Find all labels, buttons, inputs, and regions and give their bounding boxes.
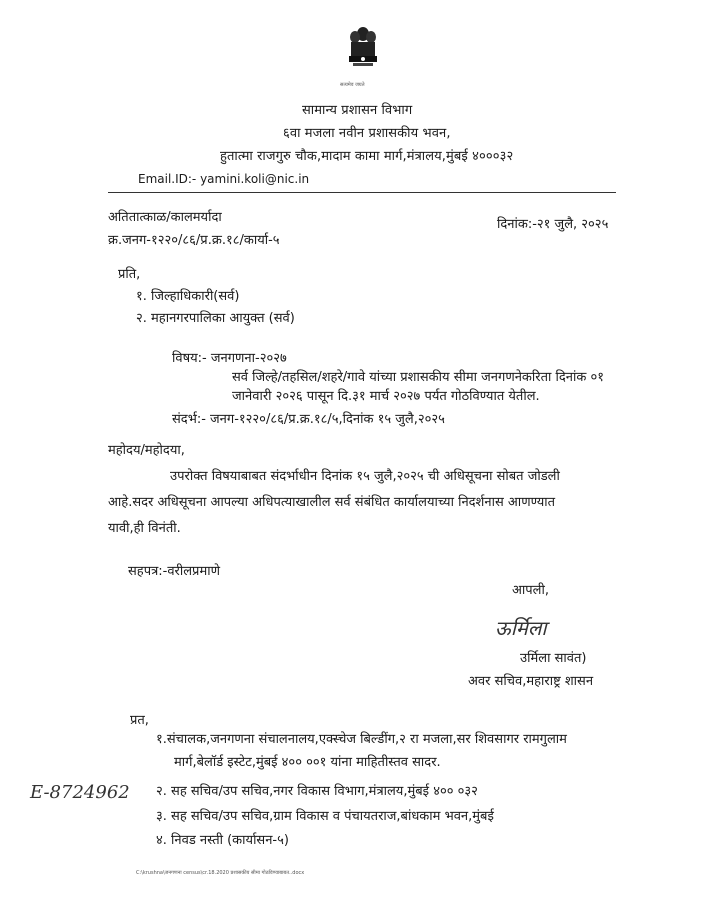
recipients-heading: प्रति, (118, 267, 141, 282)
address-line-1: ६वा मजला नवीन प्रशासकीय भवन, (283, 126, 451, 141)
body-paragraph-line-2: आहे.सदर अधिसूचना आपल्या अधिपत्याखालील सर्व संबंधित कार्यालयाच्या निदर्शनास आणण्यात (108, 495, 556, 510)
salutation: महोदय/महोदया, (108, 443, 185, 458)
recipient-1: १. जिल्हाधिकारी(सर्व) (136, 289, 240, 304)
signature-scrawl: ऊर्मिला (495, 616, 547, 640)
copy-heading: प्रत, (130, 713, 149, 728)
email-line: Email.ID:- yamini.koli@nic.in (138, 172, 310, 186)
subject-label: विषय:- जनगणना-२०२७ (172, 351, 287, 366)
copy-item-2: २. सह सचिव/उप सचिव,नगर विकास विभाग,मंत्रालय,मुंबई ४०० ०३२ (156, 784, 478, 799)
recipient-2: २. महानगरपालिका आयुक्त (सर्व) (136, 311, 295, 326)
letter-date: दिनांक:-२१ जुलै, २०२५ (497, 217, 609, 232)
subject-reference: संदर्भ:- जनग-१२२०/८६/प्र.क्र.१८/५,दिनांक १५ जुलै,२०२५ (172, 412, 445, 427)
emblem-caption: सत्यमेव जयते (340, 82, 365, 88)
footer-file-path: C:\krushna\जनगणना census\cr.18.2020 प्रशासकीय सीमा गोठविण्याबाबत..docx (136, 870, 305, 876)
enclosure-note: सहपत्र:-वरीलप्रमाणे (128, 564, 220, 579)
address-line-2: हुतात्मा राजगुरु चौक,मादाम कामा मार्ग,मंत्रालय,मुंबई ४०००३२ (220, 149, 514, 164)
subject-line-2: सर्व जिल्हे/तहसिल/शहरे/गावे यांच्या प्रशासकीय सीमा जनगणनेकरिता दिनांक ०१ (232, 370, 604, 385)
copy-item-3: ३. सह सचिव/उप सचिव,ग्राम विकास व पंचायतराज,बांधकाम भवन,मुंबई (156, 809, 494, 824)
header-divider (108, 192, 616, 193)
subject-line-3: जानेवारी २०२६ पासून दि.३१ मार्च २०२७ पर्यत गोठविण्यात येतील. (232, 389, 540, 404)
copy-item-4: ४. निवड नस्ती (कार्यासन-५) (156, 833, 289, 848)
body-paragraph-line-1: उपरोक्त विषयाबाबत संदर्भाधीन दिनांक १५ जुलै,२०२५ ची अधिसूचना सोबत जोडली (170, 469, 560, 484)
copy-item-1-line-2: मार्ग,बेलॉर्ड इस्टेट,मुंबई ४०० ००१ यांना माहितीस्तव सादर. (174, 755, 441, 770)
reference-number: क्र.जनग-१२२०/८६/प्र.क्र.१८/कार्या-५ (108, 233, 280, 248)
body-paragraph-line-3: यावी,ही विनंती. (108, 521, 181, 536)
priority-label: अतितात्काळ/कालमर्यादा (108, 210, 222, 225)
signatory-designation: अवर सचिव,महाराष्ट्र शासन (468, 674, 594, 689)
closing: आपली, (512, 583, 549, 598)
state-emblem-icon (343, 22, 383, 82)
handwritten-note: E-8724962 (30, 782, 130, 803)
department-name: सामान्य प्रशासन विभाग (302, 103, 413, 118)
copy-item-1-line-1: १.संचालक,जनगणना संचालनालय,एक्स्चेज बिल्डींग,२ रा मजला,सर शिवसागर रामगुलाम (156, 732, 567, 747)
signatory-name: उर्मिला सावंत) (520, 651, 587, 666)
